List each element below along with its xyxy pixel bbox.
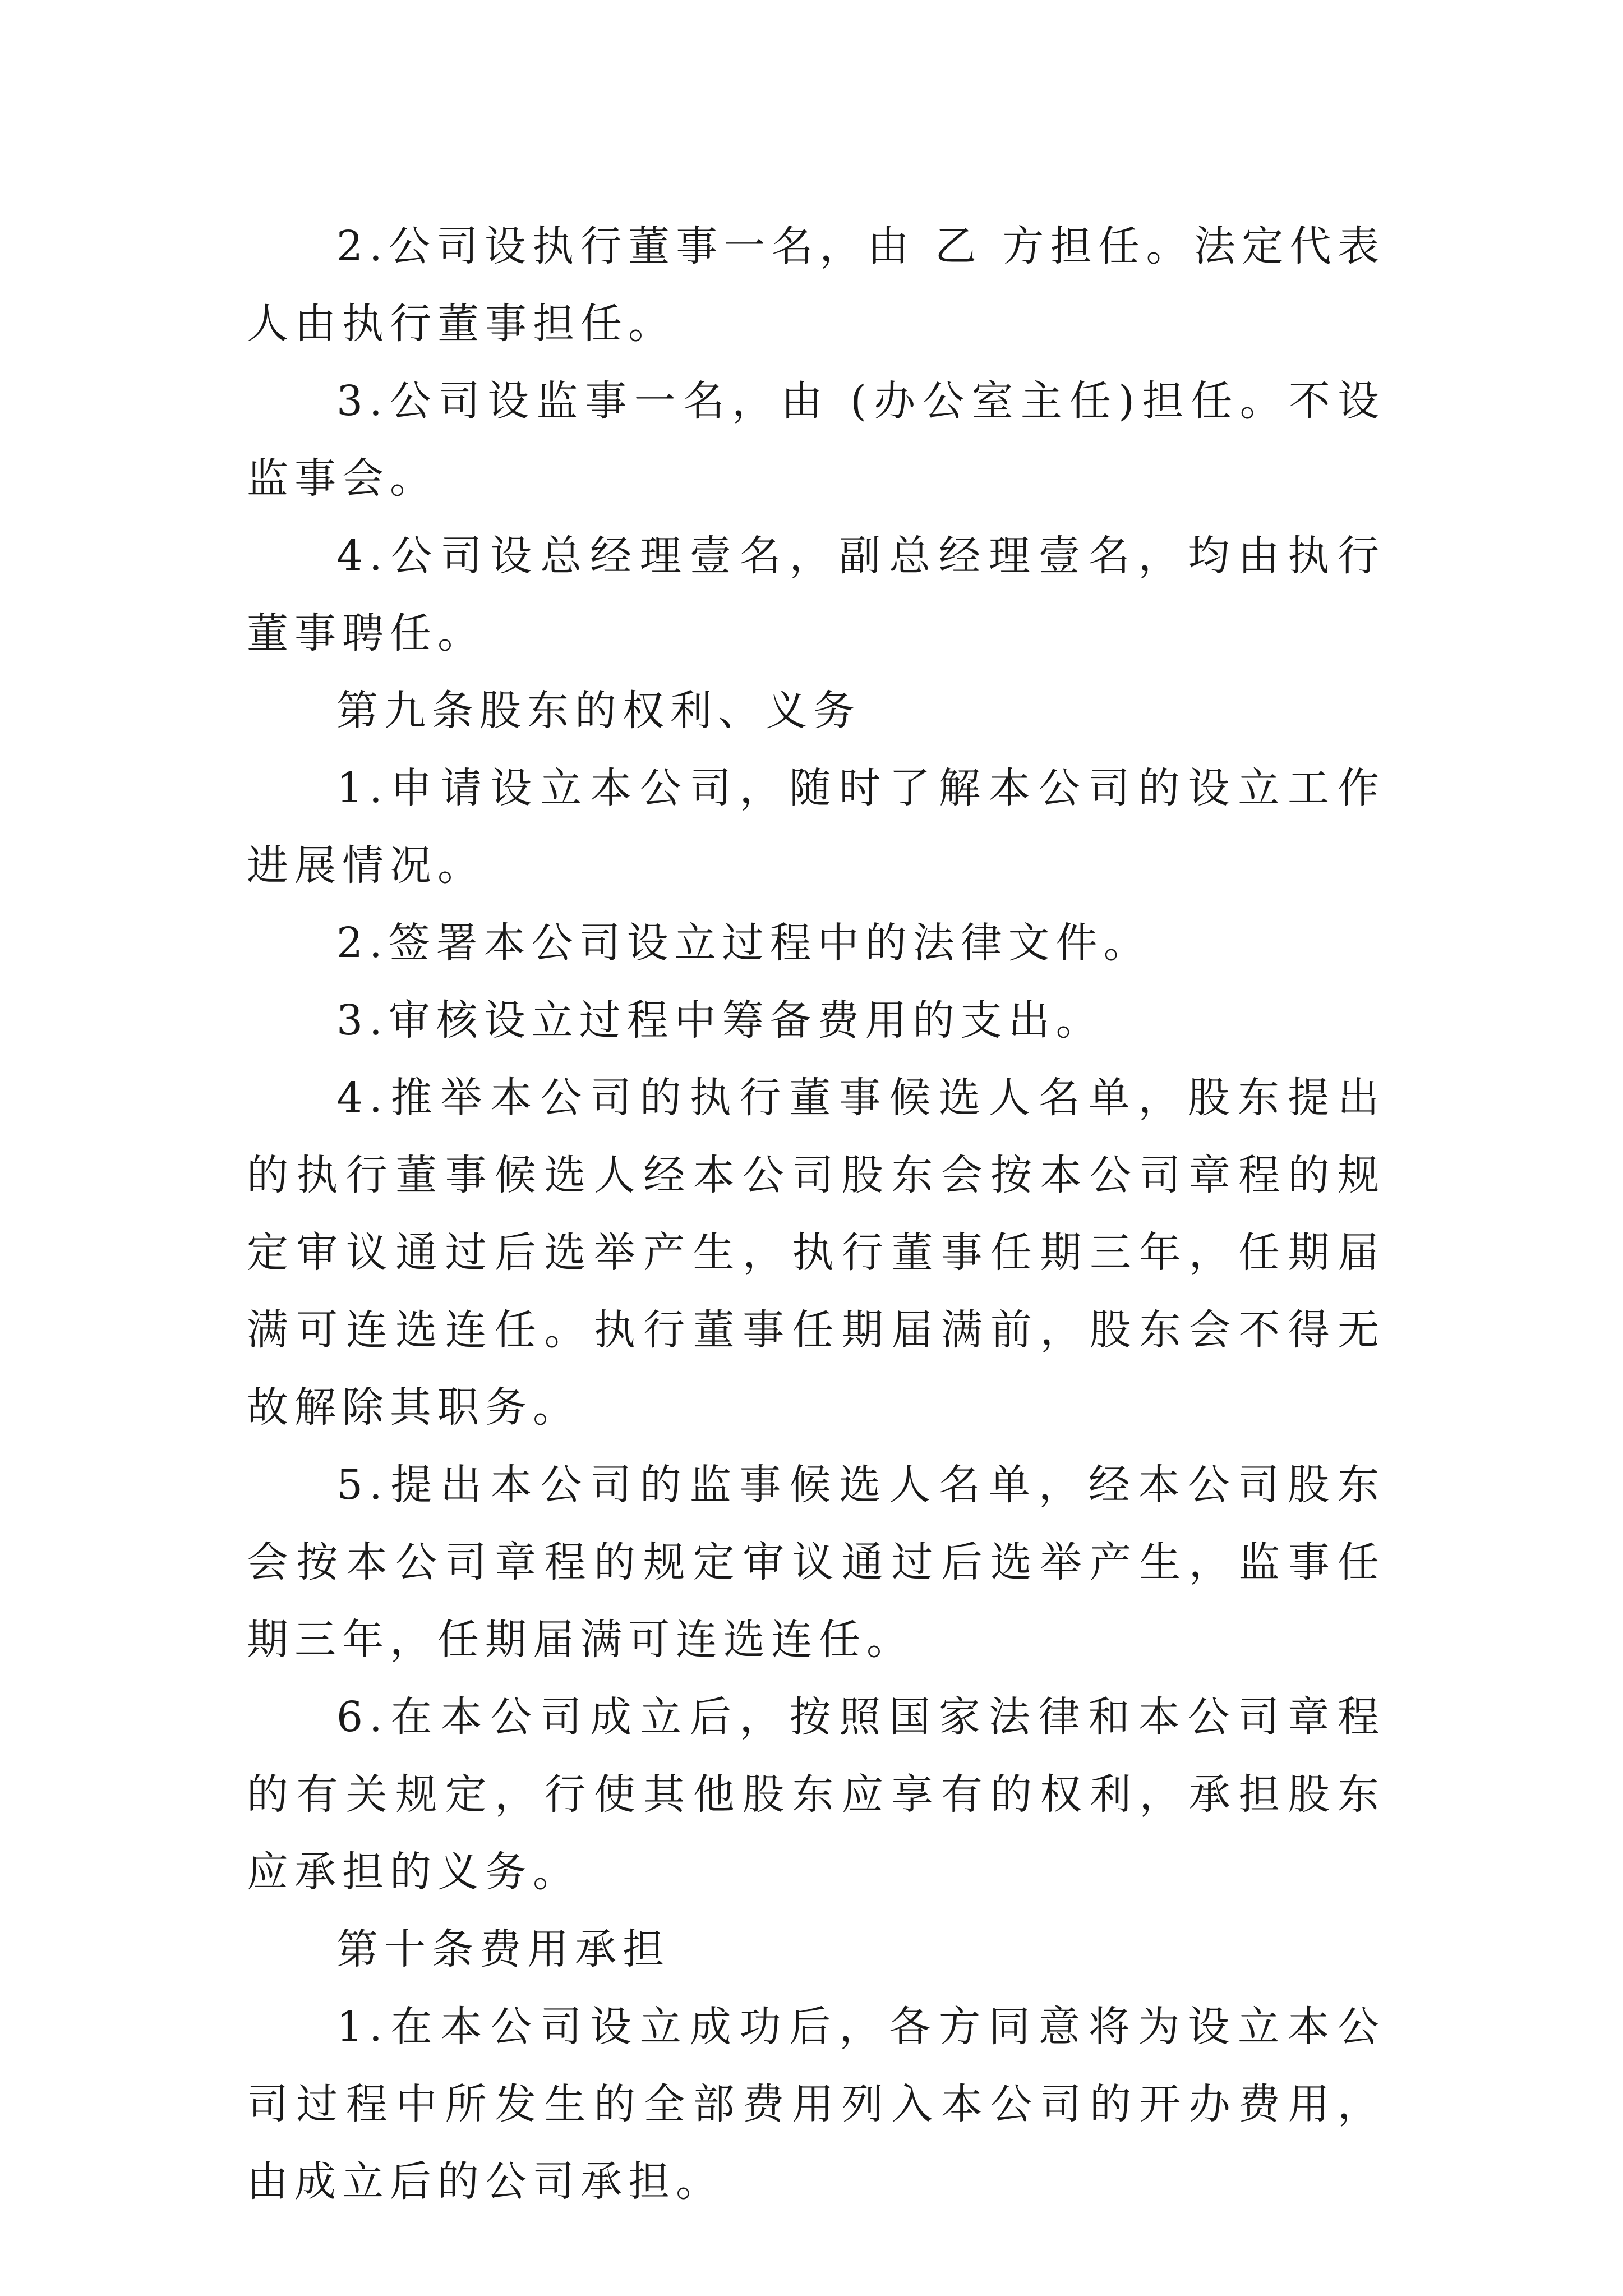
document-body bbox=[247, 208, 1385, 2220]
paragraph-article-9-item-4: 4.推举本公司的执行董事候选人名单，股东提出的执行董事候选人经本公司股东会按本公司章程的规定审议通过后选举产生，执行董事任期三年，任期届满可连选连任。执行董事任期届满前，股东会不得无故解除其职务。 bbox=[247, 1074, 1385, 1432]
paragraph-article-9-item-3: 3.审核设立过程中筹备费用的支出。 bbox=[336, 996, 1104, 1045]
paragraph-article-9-item-6: 6.在本公司成立后，按照国家法律和本公司章程的有关规定，行使其他股东应享有的权利，承担股东应承担的义务。 bbox=[247, 1693, 1385, 1896]
section-heading-article-9: 第九条股东的权利、义务 bbox=[336, 687, 861, 735]
paragraph-article-9-item-2: 2.签署本公司设立过程中的法律文件。 bbox=[336, 919, 1151, 967]
section-heading-article-10: 第十条费用承担 bbox=[336, 1925, 670, 1973]
paragraph-article-9-item-1: 1.申请设立本公司，随时了解本公司的设立工作进展情况。 bbox=[247, 764, 1385, 890]
paragraph-item-3-supervisor: 3.公司设监事一名，由 (办公室主任)担任。不设监事会。 bbox=[247, 377, 1385, 503]
paragraph-item-2-executive-director: 2.公司设执行董事一名，由 乙 方担任。法定代表人由执行董事担任。 bbox=[247, 222, 1385, 348]
paragraph-article-9-item-5: 5.提出本公司的监事候选人名单，经本公司股东会按本公司章程的规定审议通过后选举产生，监事任期三年，任期届满可连选连任。 bbox=[247, 1461, 1385, 1664]
paragraph-item-4-general-manager: 4.公司设总经理壹名，副总经理壹名，均由执行董事聘任。 bbox=[247, 532, 1385, 657]
paragraph-article-10-item-1: 1.在本公司设立成功后，各方同意将为设立本公司过程中所发生的全部费用列入本公司的开办费用，由成立后的公司承担。 bbox=[247, 2003, 1385, 2206]
